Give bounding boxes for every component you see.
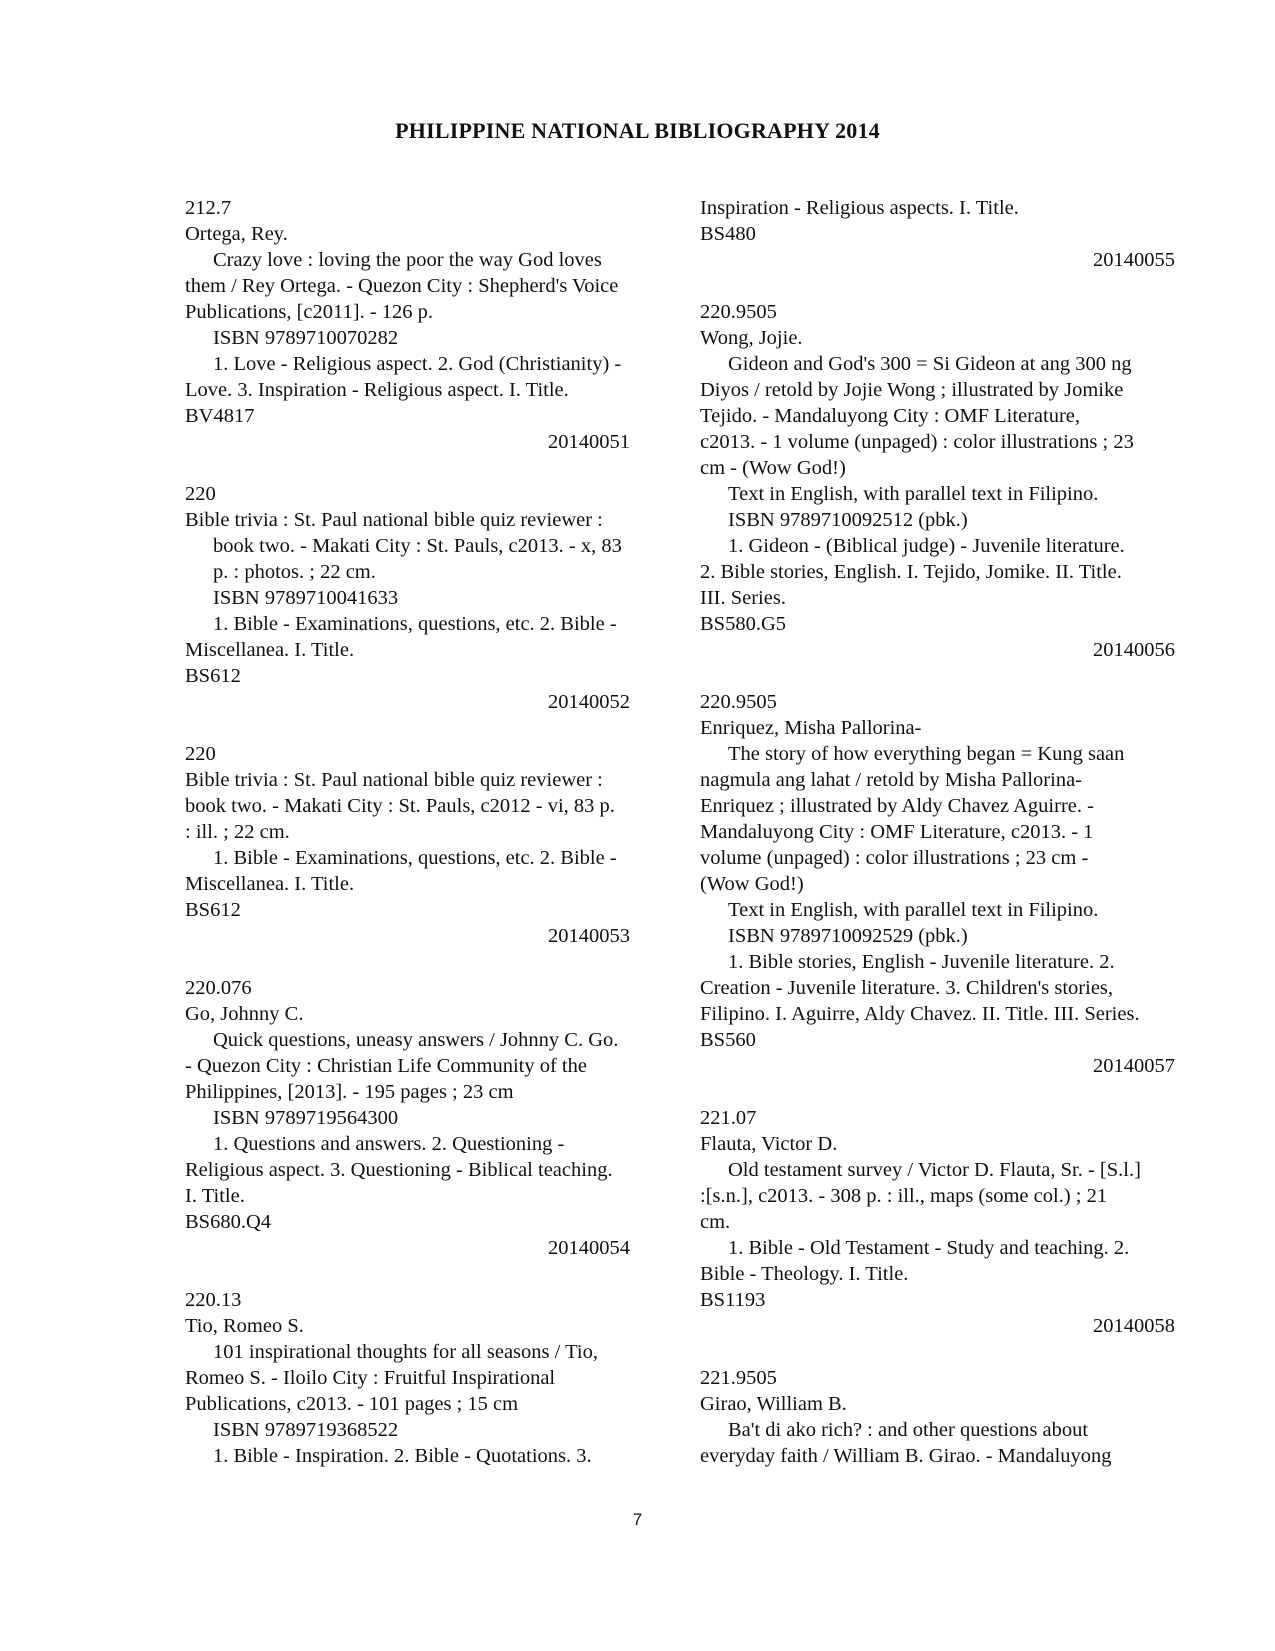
bibliography-line: Romeo S. - Iloilo City : Fruitful Inspirational bbox=[185, 1367, 556, 1389]
page-number: 7 bbox=[632, 1510, 643, 1529]
bibliography-line: 221.07 bbox=[700, 1107, 757, 1129]
bibliography-line: 1. Bible - Examinations, questions, etc. 2. Bible - bbox=[213, 847, 617, 869]
bibliography-line: Diyos / retold by Jojie Wong ; illustrated by Jomike bbox=[700, 379, 1124, 401]
bibliography-line: 212.7 bbox=[185, 197, 232, 219]
bibliography-line: I. Title. bbox=[185, 1185, 245, 1207]
page-title: PHILIPPINE NATIONAL BIBLIOGRAPHY 2014 bbox=[395, 118, 880, 143]
bibliography-line: : ill. ; 22 cm. bbox=[185, 821, 290, 843]
bibliography-line: Philippines, [2013]. - 195 pages ; 23 cm bbox=[185, 1081, 514, 1103]
bibliography-line: Mandaluyong City : OMF Literature, c2013. - 1 bbox=[700, 821, 1094, 843]
bibliography-line: 220.076 bbox=[185, 977, 252, 999]
bibliography-line: Tejido. - Mandaluyong City : OMF Literature, bbox=[700, 405, 1081, 427]
bibliography-line: Creation - Juvenile literature. 3. Children's stories, bbox=[700, 977, 1114, 999]
entry-spacer bbox=[700, 1339, 1195, 1365]
bibliography-line: BS580.G5 bbox=[700, 613, 787, 635]
bibliography-line: ISBN 9789710070282 bbox=[213, 327, 399, 349]
bibliography-line: book two. - Makati City : St. Pauls, c2013. - x, 83 bbox=[213, 535, 622, 557]
bibliography-line: 1. Gideon - (Biblical judge) - Juvenile literature. bbox=[728, 535, 1125, 557]
bibliography-line: Miscellanea. I. Title. bbox=[185, 873, 355, 895]
bibliography-line: 221.9505 bbox=[700, 1367, 777, 1389]
left-column bbox=[185, 195, 650, 1469]
bibliography-line: volume (unpaged) : color illustrations ; 23 cm - bbox=[700, 847, 1089, 869]
record-number: 20140055 bbox=[1093, 249, 1175, 271]
bibliography-line: 220.9505 bbox=[700, 301, 777, 323]
bibliography-line: 101 inspirational thoughts for all seasons / Tio, bbox=[213, 1341, 598, 1363]
record-number: 20140053 bbox=[548, 925, 630, 947]
record-number: 20140051 bbox=[548, 431, 630, 453]
bibliography-line: Religious aspect. 3. Questioning - Biblical teaching. bbox=[185, 1159, 613, 1181]
right-column bbox=[700, 195, 1195, 1469]
bibliography-line: nagmula ang lahat / retold by Misha Pallorina- bbox=[700, 769, 1083, 791]
bibliography-line: Bible trivia : St. Paul national bible quiz reviewer : bbox=[185, 769, 603, 791]
record-number: 20140057 bbox=[1093, 1055, 1175, 1077]
bibliography-line: Old testament survey / Victor D. Flauta, Sr. - [S.l.] bbox=[728, 1159, 1141, 1181]
bibliography-line: BS612 bbox=[185, 899, 241, 921]
bibliography-line: BS560 bbox=[700, 1029, 756, 1051]
bibliography-line: book two. - Makati City : St. Pauls, c2012 - vi, 83 p. bbox=[185, 795, 615, 817]
entry-spacer bbox=[700, 663, 1195, 689]
bibliography-line: Miscellanea. I. Title. bbox=[185, 639, 355, 661]
bibliography-line: Gideon and God's 300 = Si Gideon at ang 300 ng bbox=[728, 353, 1132, 375]
bibliography-line: Publications, [c2011]. - 126 p. bbox=[185, 301, 434, 323]
bibliography-line: p. : photos. ; 22 cm. bbox=[213, 561, 376, 583]
bibliography-line: Text in English, with parallel text in Filipino. bbox=[728, 899, 1099, 921]
bibliography-line: Text in English, with parallel text in Filipino. bbox=[728, 483, 1099, 505]
bibliography-line: Bible - Theology. I. Title. bbox=[700, 1263, 909, 1285]
bibliography-line: BS680.Q4 bbox=[185, 1211, 272, 1233]
bibliography-line: 1. Bible - Inspiration. 2. Bible - Quotations. 3. bbox=[213, 1445, 592, 1467]
entry-spacer bbox=[185, 949, 650, 975]
bibliography-line: Flauta, Victor D. bbox=[700, 1133, 838, 1155]
bibliography-line: BS612 bbox=[185, 665, 241, 687]
bibliography-line: BS1193 bbox=[700, 1289, 766, 1311]
bibliography-line: Inspiration - Religious aspects. I. Title. bbox=[700, 197, 1019, 219]
bibliography-line: Love. 3. Inspiration - Religious aspect. I. Title. bbox=[185, 379, 569, 401]
bibliography-line: Wong, Jojie. bbox=[700, 327, 803, 349]
bibliography-line: BS480 bbox=[700, 223, 756, 245]
entry-spacer bbox=[185, 455, 650, 481]
bibliography-line: 1. Questions and answers. 2. Questioning - bbox=[213, 1133, 565, 1155]
bibliography-line: ISBN 9789710092529 (pbk.) bbox=[728, 925, 968, 947]
bibliography-line: Enriquez ; illustrated by Aldy Chavez Aguirre. - bbox=[700, 795, 1094, 817]
bibliography-line: 220.9505 bbox=[700, 691, 777, 713]
bibliography-line: c2013. - 1 volume (unpaged) : color illustrations ; 23 bbox=[700, 431, 1134, 453]
bibliography-line: ISBN 9789710092512 (pbk.) bbox=[728, 509, 968, 531]
bibliography-line: 220 bbox=[185, 743, 216, 765]
bibliography-line: Go, Johnny C. bbox=[185, 1003, 304, 1025]
bibliography-line: 220 bbox=[185, 483, 216, 505]
entry-spacer bbox=[700, 273, 1195, 299]
bibliography-line: 1. Love - Religious aspect. 2. God (Christianity) - bbox=[213, 353, 622, 375]
bibliography-line: - Quezon City : Christian Life Community of the bbox=[185, 1055, 587, 1077]
bibliography-line: cm - (Wow God!) bbox=[700, 457, 846, 479]
entry-spacer bbox=[185, 1261, 650, 1287]
bibliography-line: 1. Bible - Old Testament - Study and teaching. 2. bbox=[728, 1237, 1130, 1259]
bibliography-line: Girao, William B. bbox=[700, 1393, 847, 1415]
bibliography-line: cm. bbox=[700, 1211, 731, 1233]
bibliography-line: Filipino. I. Aguirre, Aldy Chavez. II. Title. III. Series. bbox=[700, 1003, 1140, 1025]
bibliography-line: Tio, Romeo S. bbox=[185, 1315, 304, 1337]
bibliography-line: 1. Bible - Examinations, questions, etc. 2. Bible - bbox=[213, 613, 617, 635]
bibliography-line: 1. Bible stories, English - Juvenile literature. 2. bbox=[728, 951, 1115, 973]
bibliography-line: Bible trivia : St. Paul national bible quiz reviewer : bbox=[185, 509, 603, 531]
bibliography-line: everyday faith / William B. Girao. - Mandaluyong bbox=[700, 1445, 1112, 1467]
bibliography-line: III. Series. bbox=[700, 587, 786, 609]
bibliography-line: 2. Bible stories, English. I. Tejido, Jomike. II. Title. bbox=[700, 561, 1122, 583]
bibliography-line: BV4817 bbox=[185, 405, 255, 427]
bibliography-line: ISBN 9789719368522 bbox=[213, 1419, 399, 1441]
bibliography-line: The story of how everything began = Kung saan bbox=[728, 743, 1125, 765]
entry-spacer bbox=[185, 715, 650, 741]
record-number: 20140058 bbox=[1093, 1315, 1175, 1337]
bibliography-line: Enriquez, Misha Pallorina- bbox=[700, 717, 922, 739]
bibliography-line: ISBN 9789710041633 bbox=[213, 587, 399, 609]
bibliography-line: them / Rey Ortega. - Quezon City : Shepherd's Voice bbox=[185, 275, 619, 297]
bibliography-line: Crazy love : loving the poor the way God loves bbox=[213, 249, 602, 271]
record-number: 20140052 bbox=[548, 691, 630, 713]
bibliography-line: Ba't di ako rich? : and other questions about bbox=[728, 1419, 1089, 1441]
bibliography-line: Publications, c2013. - 101 pages ; 15 cm bbox=[185, 1393, 519, 1415]
entry-spacer bbox=[700, 1079, 1195, 1105]
bibliography-line: (Wow God!) bbox=[700, 873, 804, 895]
bibliography-line: Quick questions, uneasy answers / Johnny C. Go. bbox=[213, 1029, 619, 1051]
bibliography-line: 220.13 bbox=[185, 1289, 242, 1311]
bibliography-line: ISBN 9789719564300 bbox=[213, 1107, 399, 1129]
bibliography-line: :[s.n.], c2013. - 308 p. : ill., maps (some col.) ; 21 bbox=[700, 1185, 1108, 1207]
record-number: 20140054 bbox=[548, 1237, 630, 1259]
record-number: 20140056 bbox=[1093, 639, 1175, 661]
bibliography-line: Ortega, Rey. bbox=[185, 223, 288, 245]
